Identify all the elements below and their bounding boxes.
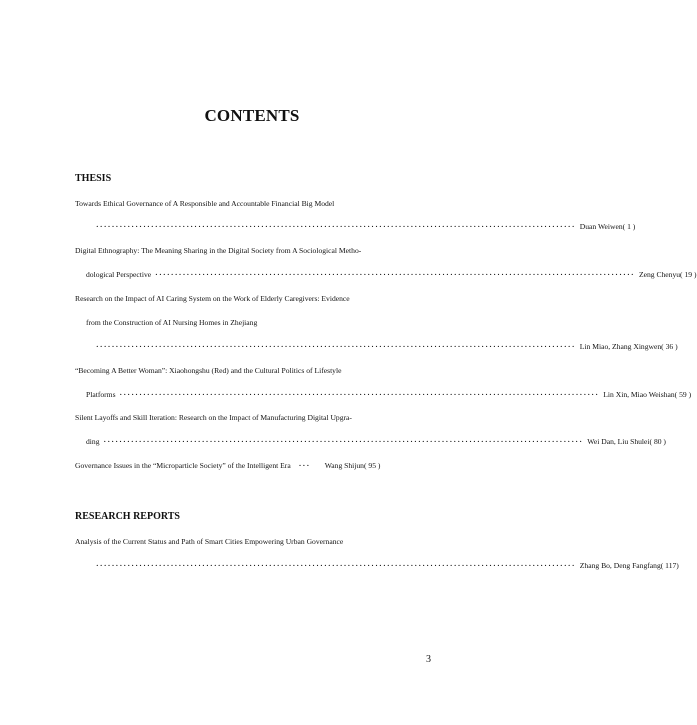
page-number: 3 — [426, 654, 431, 665]
toc-entry-author: Lin Miao, Zhang Xingwen( 36 ) — [579, 342, 678, 351]
toc-entry-author-line — [92, 222, 636, 232]
section-heading-thesis: THESIS — [75, 173, 112, 184]
toc-entry-author: Lin Xin, Miao Weishan( 59 ) — [603, 390, 692, 399]
dot-leader: ·························································································································· — [96, 561, 576, 570]
dot-leader: ·························································································································· — [155, 270, 635, 279]
toc-entry-title-continued: dological Perspective — [86, 270, 152, 279]
toc-entry-title: Governance Issues in the “Microparticle Society” of the Intelligent Era — [75, 461, 291, 470]
toc-entry-title: Research on the Impact of AI Caring System on the Work of Elderly Caregivers: Evidence — [75, 294, 350, 303]
toc-entry-title: Digital Ethnography: The Meaning Sharing in the Digital Society from A Sociological Metho- — [75, 246, 362, 255]
toc-entry-title-continued: ding — [86, 437, 100, 446]
dot-leader: ·························································································································· — [103, 437, 584, 446]
section-heading-research-reports: RESEARCH REPORTS — [75, 511, 180, 522]
toc-entry-author-line — [92, 561, 679, 571]
toc-entry-title: Analysis of the Current Status and Path of Smart Cities Empowering Urban Governance — [75, 537, 344, 546]
toc-entry-author-line — [75, 461, 430, 471]
page-title: CONTENTS — [204, 106, 300, 125]
toc-entry-author-line — [86, 390, 692, 400]
toc-entry-author: Wei Dan, Liu Shulei( 80 ) — [587, 437, 666, 446]
toc-entry-author: Wang Shijun( 95 ) — [324, 461, 381, 470]
toc-entry-title: “Becoming A Better Woman”: Xiaohongshu (Red) and the Cultural Politics of Lifestyle — [75, 366, 342, 375]
dot-leader: ·························································································································· — [96, 222, 576, 231]
dot-leader: ·························································································································· — [119, 390, 600, 399]
toc-entry-title: Towards Ethical Governance of A Responsible and Accountable Financial Big Model — [75, 199, 335, 208]
toc-entry-author-line — [92, 342, 678, 352]
toc-entry-author-line — [86, 270, 697, 280]
toc-entry-author: Zeng Chenyu( 19 ) — [638, 270, 697, 279]
dot-leader: ·························································································································· — [96, 342, 576, 351]
dot-leader: ··· — [298, 461, 311, 470]
toc-entry-author-line — [86, 437, 666, 447]
toc-entry-author: Zhang Bo, Deng Fangfang( 117) — [579, 561, 679, 570]
toc-entry-title: Silent Layoffs and Skill Iteration: Research on the Impact of Manufacturing Digital Upgra- — [75, 413, 352, 422]
toc-entry-author: Duan Weiwen( 1 ) — [579, 222, 636, 231]
toc-entry-title-continued: from the Construction of AI Nursing Homes in Zhejiang — [86, 318, 258, 327]
toc-entry-title-continued: Platforms — [86, 390, 116, 399]
